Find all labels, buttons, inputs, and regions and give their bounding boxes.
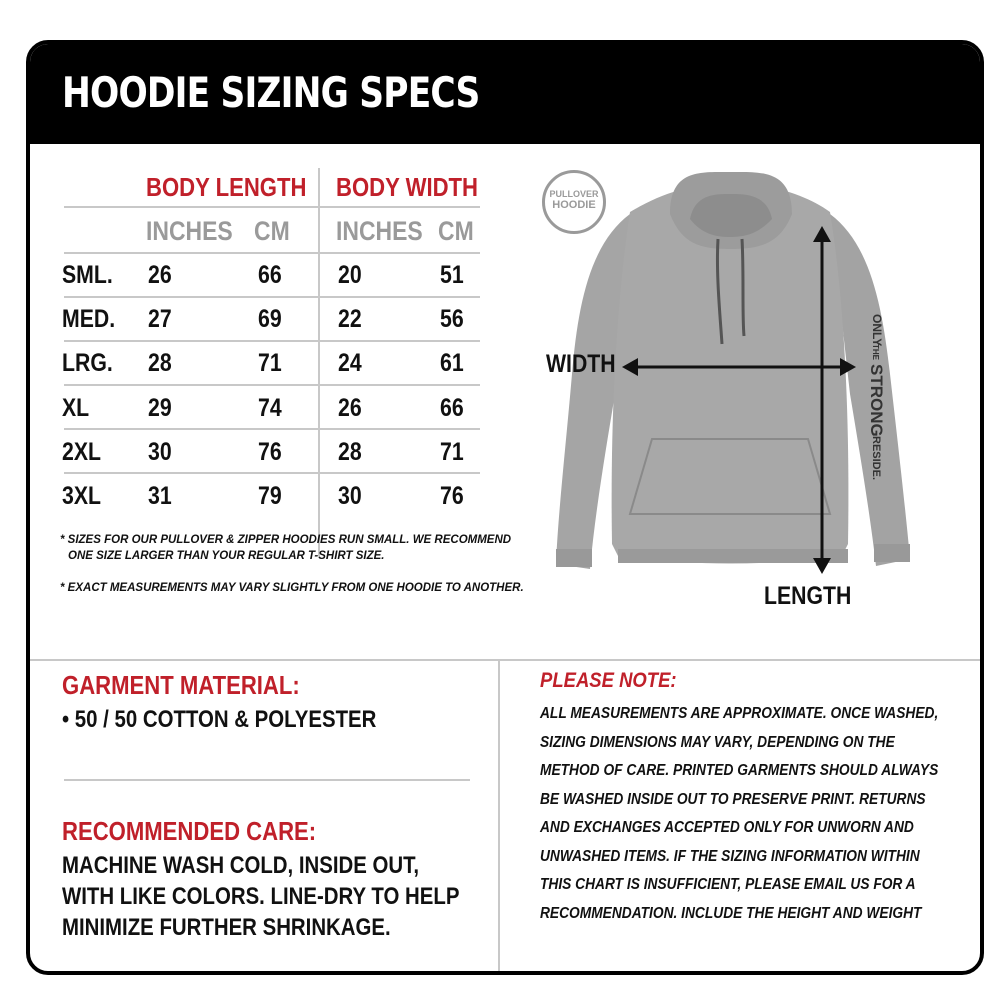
unit-width-inches: INCHES <box>336 216 423 246</box>
length-cm: 71 <box>258 349 282 377</box>
length-arrow-bottom <box>813 558 831 574</box>
material-title: GARMENT MATERIAL: <box>62 670 300 700</box>
please-note-line-1: ALL MEASUREMENTS ARE APPROXIMATE. ONCE WASHED, <box>540 705 939 722</box>
material-care-divider <box>64 779 470 781</box>
width-cm: 66 <box>440 394 464 422</box>
width-cm: 61 <box>440 349 464 377</box>
length-inches: 28 <box>148 349 172 377</box>
length-cm: 66 <box>258 261 282 289</box>
please-note-line-8: RECOMMENDATION. INCLUDE THE HEIGHT AND WEIGHT <box>540 904 922 922</box>
badge-line2: HOODIE <box>552 199 596 211</box>
please-note-body <box>540 700 944 928</box>
width-inches: 22 <box>338 305 362 333</box>
badge-line1: PULLOVER <box>549 189 599 199</box>
width-cm: 76 <box>440 482 464 510</box>
care-line-1: MACHINE WASH COLD, INSIDE OUT, <box>62 852 420 879</box>
please-note-line-7: THIS CHART IS INSUFFICIENT, PLEASE EMAIL US FOR A <box>540 876 916 893</box>
care-body <box>62 850 459 943</box>
measurement-note: * EXACT MEASUREMENTS MAY VARY SLIGHTLY FROM ONE HOODIE TO ANOTHER. <box>60 582 524 594</box>
please-note-line-2: SIZING DIMENSIONS MAY VARY, DEPENDING ON THE <box>540 733 895 751</box>
size-label: 3XL <box>62 482 101 510</box>
width-inches: 24 <box>338 349 362 377</box>
please-note-line-4: BE WASHED INSIDE OUT TO PRESERVE PRINT. RETURNS <box>540 790 926 808</box>
sleeve-text-only: ONLY <box>870 314 884 347</box>
header-body-width: BODY WIDTH <box>336 172 479 202</box>
width-cm: 56 <box>440 305 464 333</box>
sizing-card <box>26 40 984 975</box>
please-note-line-6: UNWASHED ITEMS. IF THE SIZING INFORMATION WITHIN <box>540 847 920 865</box>
length-cm: 79 <box>258 482 282 510</box>
unit-width-cm: CM <box>438 216 474 246</box>
size-label: LRG. <box>62 349 113 377</box>
care-title: RECOMMENDED CARE: <box>62 816 317 846</box>
length-cm: 69 <box>258 305 282 333</box>
length-label: LENGTH <box>764 582 852 610</box>
sleeve-text-the: THE <box>871 344 880 360</box>
header-body-length: BODY LENGTH <box>146 172 307 202</box>
width-label: WIDTH <box>546 350 616 378</box>
width-inches: 28 <box>338 438 362 466</box>
width-cm: 51 <box>440 261 464 289</box>
care-line-3: MINIMIZE FURTHER SHRINKAGE. <box>62 914 391 941</box>
width-inches: 30 <box>338 482 362 510</box>
sizing-note-line2: ONE SIZE LARGER THAN YOUR REGULAR T-SHIRT SIZE. <box>68 550 385 562</box>
width-cm: 71 <box>440 438 464 466</box>
sleeve-text-reside: RESIDE. <box>870 436 882 481</box>
material-item: • 50 / 50 COTTON & POLYESTER <box>62 706 377 733</box>
length-inches: 30 <box>148 438 172 466</box>
length-cm: 76 <box>258 438 282 466</box>
please-note-title: PLEASE NOTE: <box>540 669 677 692</box>
right-cuff <box>874 544 910 562</box>
left-cuff <box>556 549 592 567</box>
size-label: 2XL <box>62 438 101 466</box>
length-inches: 27 <box>148 305 172 333</box>
page-title: HOODIE SIZING SPECS <box>62 68 480 117</box>
sleeve-text-strong: STRONG <box>867 364 886 437</box>
section-divider-vertical <box>498 659 500 975</box>
length-cm: 74 <box>258 394 282 422</box>
waistband <box>618 549 848 563</box>
size-label: SML. <box>62 261 113 289</box>
drawstring-right <box>742 239 744 336</box>
length-inches: 31 <box>148 482 172 510</box>
care-line-2: WITH LIKE COLORS. LINE-DRY TO HELP <box>62 883 460 910</box>
width-inches: 26 <box>338 394 362 422</box>
unit-length-inches: INCHES <box>146 216 233 246</box>
size-label: MED. <box>62 305 116 333</box>
please-note-line-5: AND EXCHANGES ACCEPTED ONLY FOR UNWORN AND <box>540 819 914 836</box>
unit-length-cm: CM <box>254 216 290 246</box>
size-label: XL <box>62 394 90 422</box>
width-inches: 20 <box>338 261 362 289</box>
sizing-note-line1: * SIZES FOR OUR PULLOVER & ZIPPER HOODIES RUN SMALL. WE RECOMMEND <box>60 534 512 546</box>
please-note-line-3: METHOD OF CARE. PRINTED GARMENTS SHOULD ALWAYS <box>540 762 939 779</box>
length-inches: 26 <box>148 261 172 289</box>
length-inches: 29 <box>148 394 172 422</box>
section-divider-horizontal <box>30 659 980 661</box>
